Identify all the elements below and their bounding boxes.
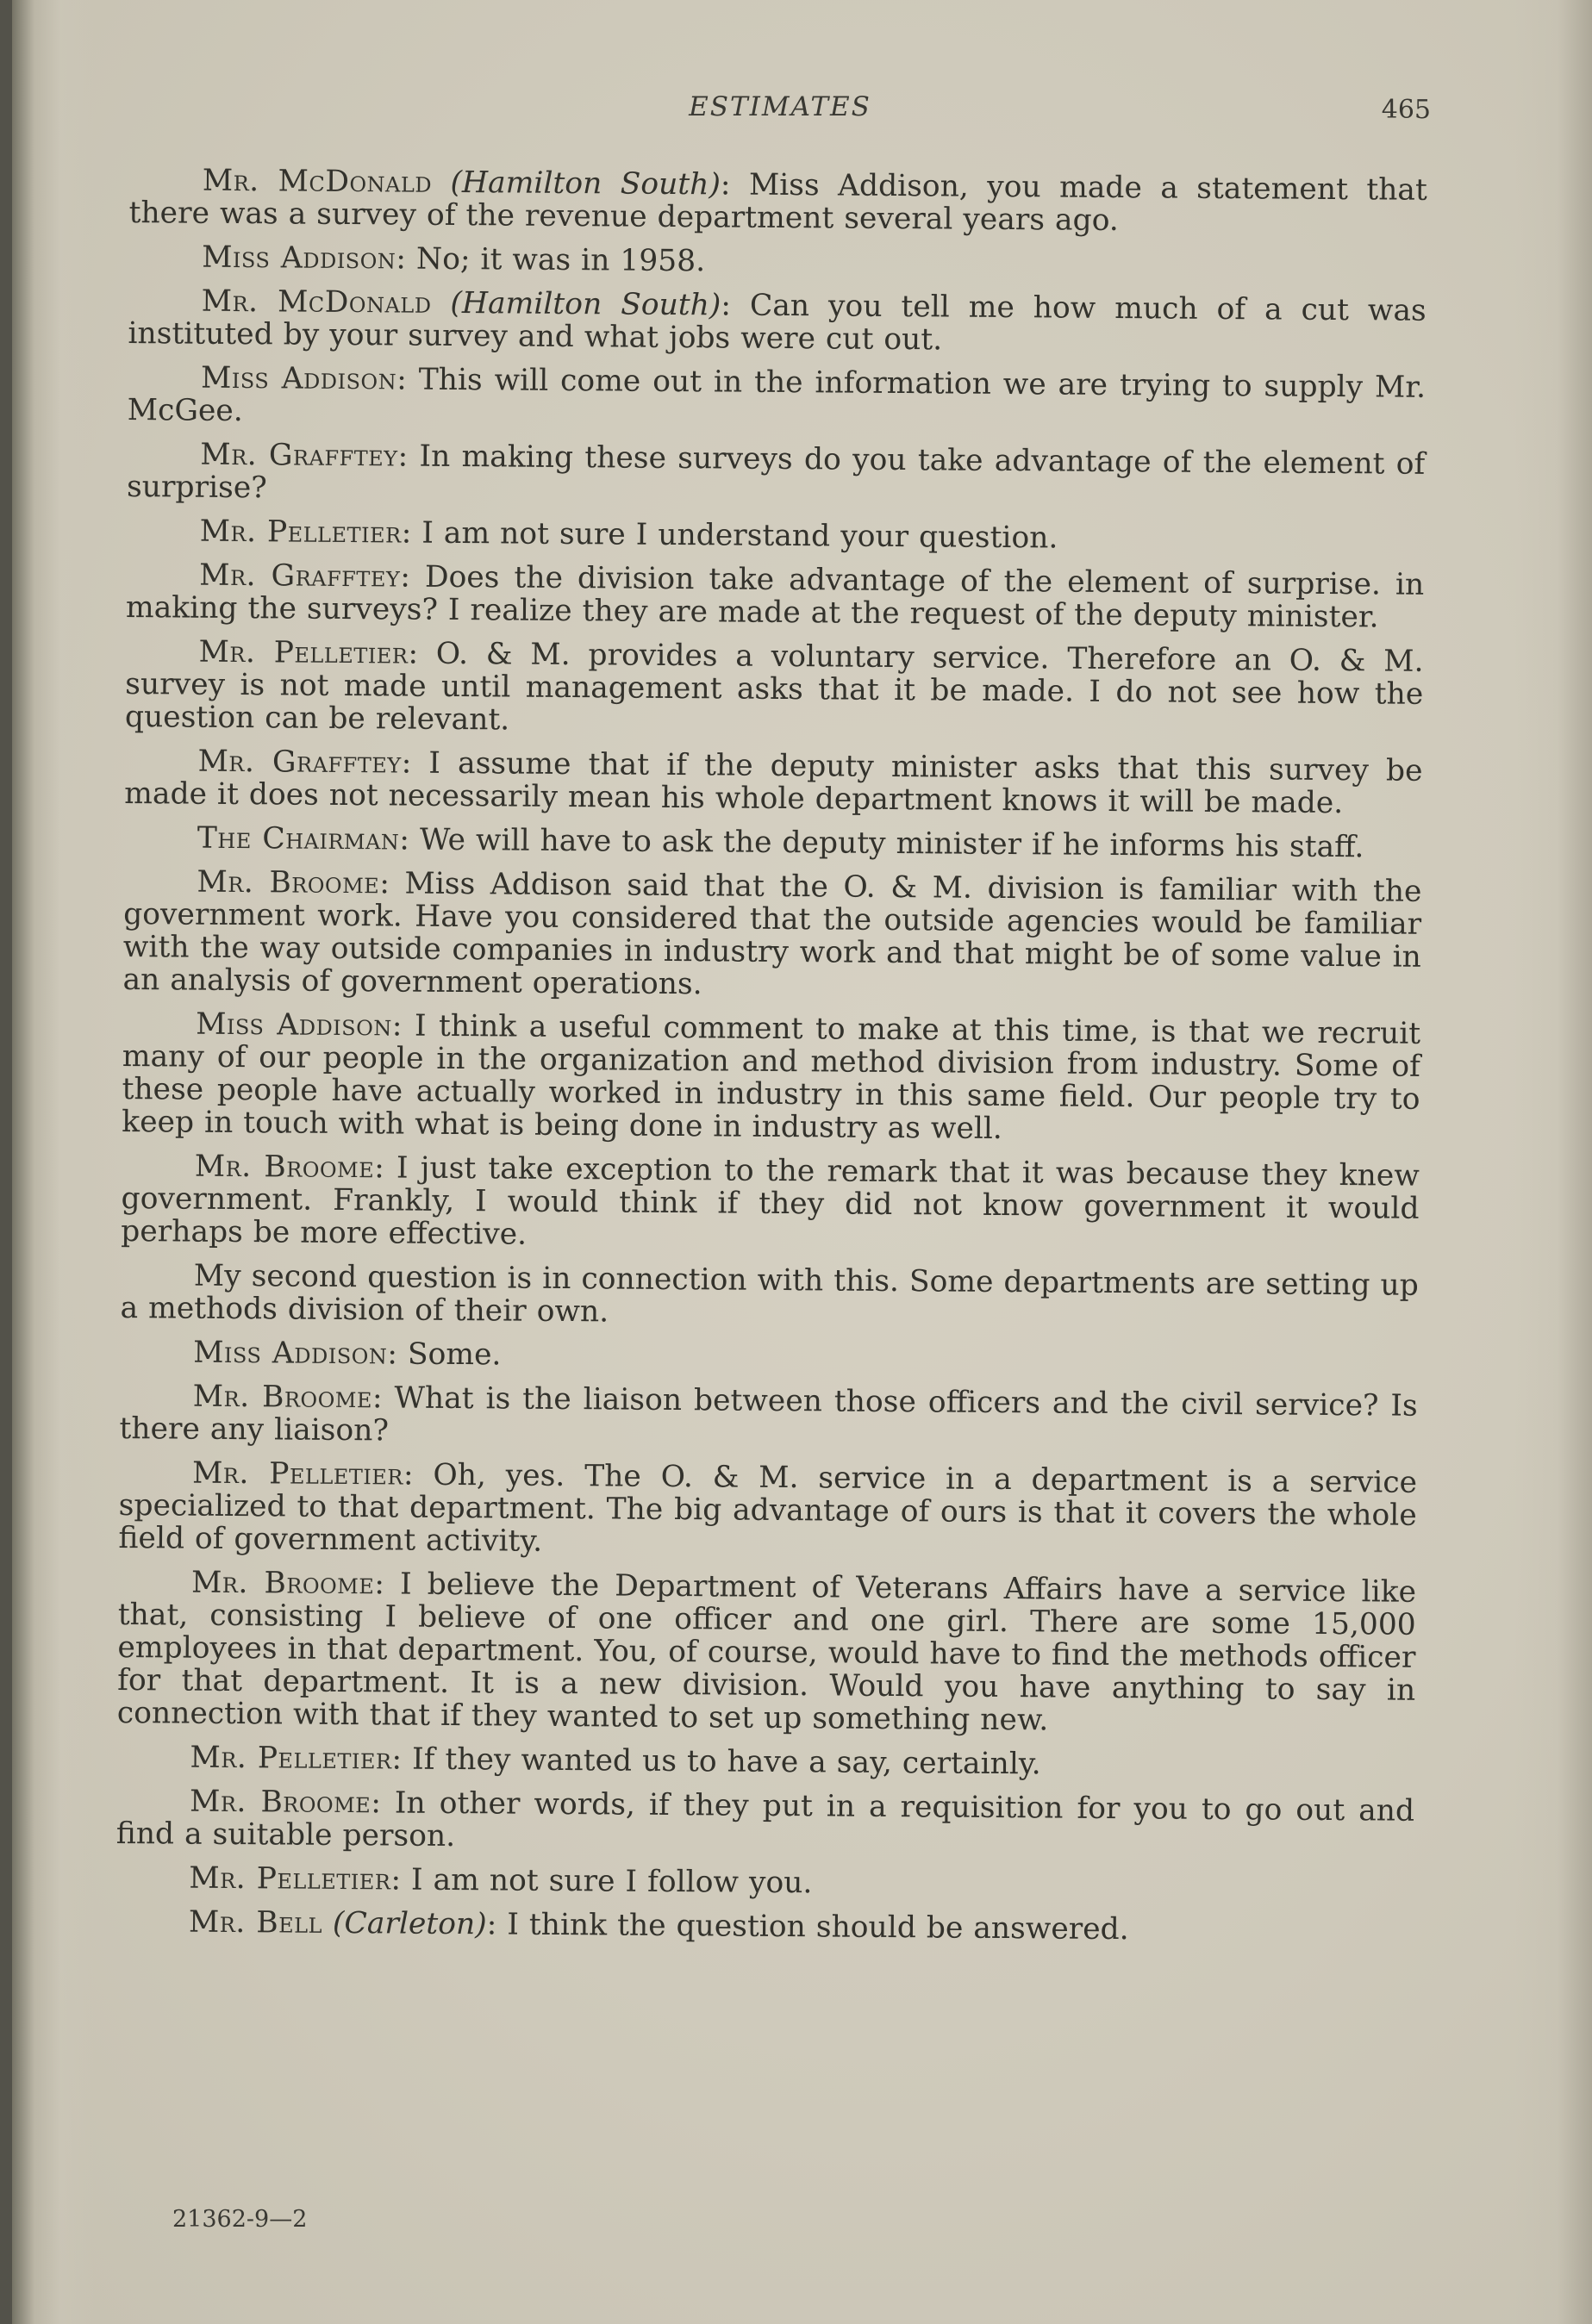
transcript-paragraph [117, 1566, 1416, 1740]
speech-text: Oh, yes. The O. & M. service in a department is a service specialized to that department. The big advantage of ours is that it covers the whole field of government activity. [118, 1457, 1418, 1559]
speaker-name: Mr. Pelletier [198, 634, 409, 671]
speech-text: Miss Addison said that the O. & M. division is familiar with the government work. Have you considered that the outside agencies would be familiar with the way outside companies in industry work and that might be of some value in an analysis of government operations. [122, 866, 1422, 1002]
transcript-paragraph [128, 361, 1427, 437]
speech-text: We will have to ask the deputy minister if he informs his staff. [409, 822, 1364, 865]
transcript-paragraph [128, 240, 1427, 283]
transcript-paragraph [122, 865, 1421, 1006]
speaker-name: Mr. McDonald [202, 163, 433, 200]
speaker-colon: : [401, 515, 412, 551]
speaker-colon: : [408, 636, 419, 671]
transcript-paragraph [120, 1336, 1418, 1379]
speech-text: I just take exception to the remark that it was because they knew government. Frankly, I would think if they did not know government it would perhaps be more effective. [121, 1150, 1420, 1252]
speaker-name: Mr. Broome [192, 1379, 373, 1416]
transcript-paragraph [124, 821, 1422, 864]
speaker-colon: : [486, 1907, 497, 1942]
transcript-paragraph [126, 558, 1425, 634]
speaker-colon: : [721, 288, 732, 323]
transcript-paragraph [118, 1456, 1417, 1565]
transcript-paragraph [115, 1861, 1414, 1904]
speech-text: Can you tell me how much of a cut was instituted by your survey and what jobs were cut out. [128, 288, 1427, 358]
speaker-colon: : [387, 1336, 398, 1372]
transcript-paragraph [128, 164, 1427, 240]
transcript-paragraph [116, 1741, 1414, 1784]
speech-text: In making these surveys do you take advantage of the element of surprise? [126, 439, 1426, 506]
speech-text: This will come out in the information we are trying to supply Mr. McGee. [127, 362, 1427, 429]
transcript-paragraph [128, 284, 1427, 360]
speech-text: I am not sure I understand your question. [411, 515, 1058, 556]
speaker-name: Mr. Grafftey [200, 437, 398, 474]
page-header [129, 91, 1431, 131]
transcript-paragraph [125, 635, 1424, 744]
transcript-paragraph [121, 1150, 1420, 1258]
speaker-colon: : [391, 1008, 403, 1044]
running-title: ESTIMATES [689, 91, 871, 122]
transcript-paragraph [120, 1259, 1419, 1335]
speaker-name: Mr. Pelletier [191, 1455, 404, 1492]
speaker-name: Miss Addison [201, 240, 396, 277]
speaker-colon: : [399, 822, 410, 857]
speech-text: In other words, if they put in a requisition for you to go out and find a suitable person. [115, 1785, 1415, 1854]
speech-text: I assume that if the deputy minister asks that this survey be made it does not necessarily mean his whole department knows it will be made. [124, 745, 1423, 821]
speaker-name: Mr. Grafftey [199, 558, 401, 595]
transcript-paragraph [127, 438, 1426, 514]
speaker-name: The Chairman [197, 820, 400, 857]
transcript-body [115, 164, 1427, 1960]
speaker-colon: : [396, 241, 407, 277]
speaker-colon: : [400, 559, 411, 595]
speech-text: Miss Addison, you made a statement that there was a survey of the revenue department several years ago. [128, 167, 1427, 239]
speaker-name: Mr. Broome [194, 1149, 375, 1186]
speaker-name: Mr. Pelletier [199, 514, 402, 551]
speaker-colon: : [401, 745, 412, 781]
speaker-riding: (Hamilton South) [450, 165, 721, 202]
speech-text: I think the question should be answered. [496, 1907, 1129, 1947]
transcript-paragraph [124, 745, 1423, 820]
speaker-colon: : [403, 1457, 414, 1492]
speech-text: My second question is in connection with this. Some departments are setting up a methods division of their own. [120, 1258, 1419, 1330]
speaker-colon: : [374, 1567, 385, 1602]
transcript-paragraph [122, 1007, 1420, 1149]
speaker-colon: : [371, 1380, 383, 1416]
speaker-colon: : [374, 1150, 385, 1186]
speech-text: I am not sure I follow you. [400, 1862, 813, 1901]
speaker-name: Mr. Bell [188, 1904, 323, 1941]
printer-signature: 21362-9—2 [172, 2206, 308, 2233]
speech-text: I think a useful comment to make at this time, is that we recruit many of our people in the organization and method division from industry. Some of these people have actually worked in industry in this same field. Our people try to keep in touch with what is being done in industry as well. [122, 1008, 1421, 1146]
transcript-paragraph [127, 514, 1425, 558]
speaker-name: Mr. Broome [190, 1565, 375, 1602]
speech-text: Some. [396, 1336, 502, 1373]
speaker-name: Mr. Grafftey [197, 744, 402, 781]
speaker-colon: : [391, 1741, 403, 1777]
speaker-colon: : [390, 1862, 402, 1897]
transcript-paragraph [116, 1785, 1415, 1860]
speaker-name: Mr. Pelletier [190, 1740, 392, 1777]
speaker-riding: (Hamilton South) [450, 285, 721, 323]
speaker-name: Mr. Pelletier [189, 1860, 391, 1897]
speaker-riding: (Carleton) [332, 1905, 487, 1942]
speech-text: O. & M. provides a voluntary service. Therefore an O. & M. survey is not made until management asks that it be made. I do not see how the question can be relevant. [124, 636, 1424, 738]
speaker-colon: : [720, 167, 731, 202]
speaker-colon: : [379, 866, 390, 901]
speaker-name: Miss Addison [200, 360, 397, 397]
transcript-paragraph [119, 1380, 1418, 1455]
speech-text: If they wanted us to have a say, certainly. [401, 1741, 1041, 1782]
speech-text: What is the liaison between those officers and the civil service? Is there any liaison? [119, 1380, 1418, 1449]
transcript-paragraph [115, 1905, 1414, 1948]
page-number: 465 [1381, 95, 1431, 125]
speaker-name: Mr. Broome [197, 864, 380, 901]
speaker-name: Miss Addison [196, 1006, 393, 1044]
speaker-colon: : [396, 362, 407, 397]
book-spine-edge [0, 0, 12, 2324]
speaker-name: Mr. McDonald [201, 283, 432, 321]
speech-text: I believe the Department of Veterans Affairs have a service like that, consisting I believe of one officer and one girl. There are some 15,000 employees in that department. You, of course, would have to find the methods officer for that department. It is a new division. Would you have anything to say in connection with that if they wanted to set up something new. [116, 1567, 1417, 1738]
speaker-name: Miss Addison [193, 1335, 388, 1372]
speaker-name: Mr. Broome [189, 1784, 371, 1821]
speaker-colon: : [397, 439, 409, 474]
speech-text: No; it was in 1958. [405, 241, 706, 279]
speech-text: Does the division take advantage of the element of surprise. in making the surveys? I realize they are made at the request of the deputy minister. [125, 559, 1425, 635]
speaker-colon: : [371, 1785, 382, 1821]
